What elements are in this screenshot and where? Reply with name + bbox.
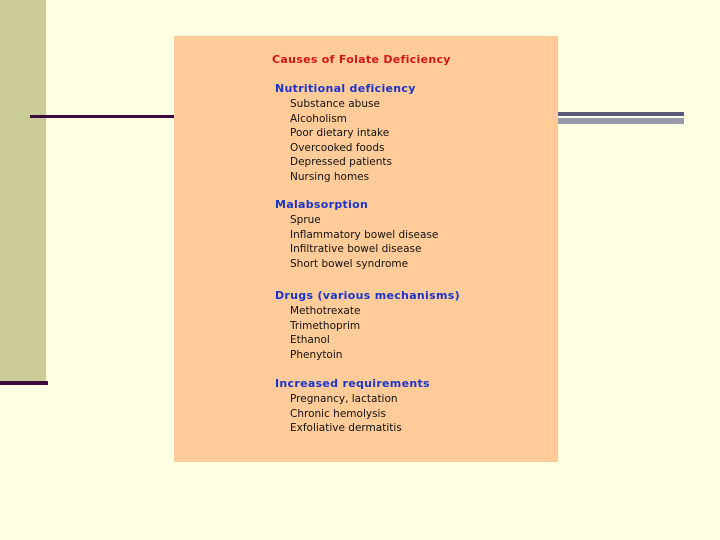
horizontal-rule-left: [30, 115, 175, 118]
section-item-list: [275, 304, 545, 362]
section-item-list: [275, 392, 545, 436]
list-item: Nursing homes: [290, 170, 370, 183]
list-item: Infiltrative bowel disease: [290, 243, 422, 256]
list-item: Exfoliative dermatitis: [290, 422, 402, 435]
section-heading: Nutritional deficiency: [275, 82, 416, 95]
list-item: Poor dietary intake: [290, 127, 390, 140]
list-item: Ethanol: [290, 334, 330, 347]
left-accent-bar: [0, 0, 46, 383]
list-item: Depressed patients: [290, 156, 392, 169]
section-item-list: [275, 213, 545, 271]
list-item: Chronic hemolysis: [290, 407, 386, 420]
list-item: Sprue: [290, 214, 321, 226]
horizontal-rule-right-dark: [556, 112, 684, 116]
list-item: Substance abuse: [290, 98, 380, 110]
section-malabsorption: [275, 197, 545, 271]
section-increased-requirements: [275, 376, 545, 436]
section-heading: Increased requirements: [275, 377, 430, 390]
list-item: Overcooked foods: [290, 141, 385, 154]
list-item: Alcoholism: [290, 112, 347, 125]
list-item: Phenytoin: [290, 348, 343, 361]
folate-deficiency-card: [174, 36, 558, 462]
section-drugs: [275, 288, 545, 362]
list-item: Short bowel syndrome: [290, 257, 409, 270]
section-item-list: [275, 97, 545, 185]
list-item: Trimethoprim: [290, 319, 361, 332]
horizontal-rule-right-light: [556, 118, 684, 124]
section-nutritional-deficiency: [275, 81, 545, 185]
left-accent-bar-edge: [0, 381, 48, 385]
list-item: Pregnancy, lactation: [290, 393, 398, 405]
list-item: Inflammatory bowel disease: [290, 228, 439, 241]
section-heading: Malabsorption: [275, 198, 369, 211]
card-title: Causes of Folate Deficiency: [272, 53, 451, 66]
section-heading: Drugs (various mechanisms): [275, 289, 460, 302]
list-item: Methotrexate: [290, 305, 361, 317]
